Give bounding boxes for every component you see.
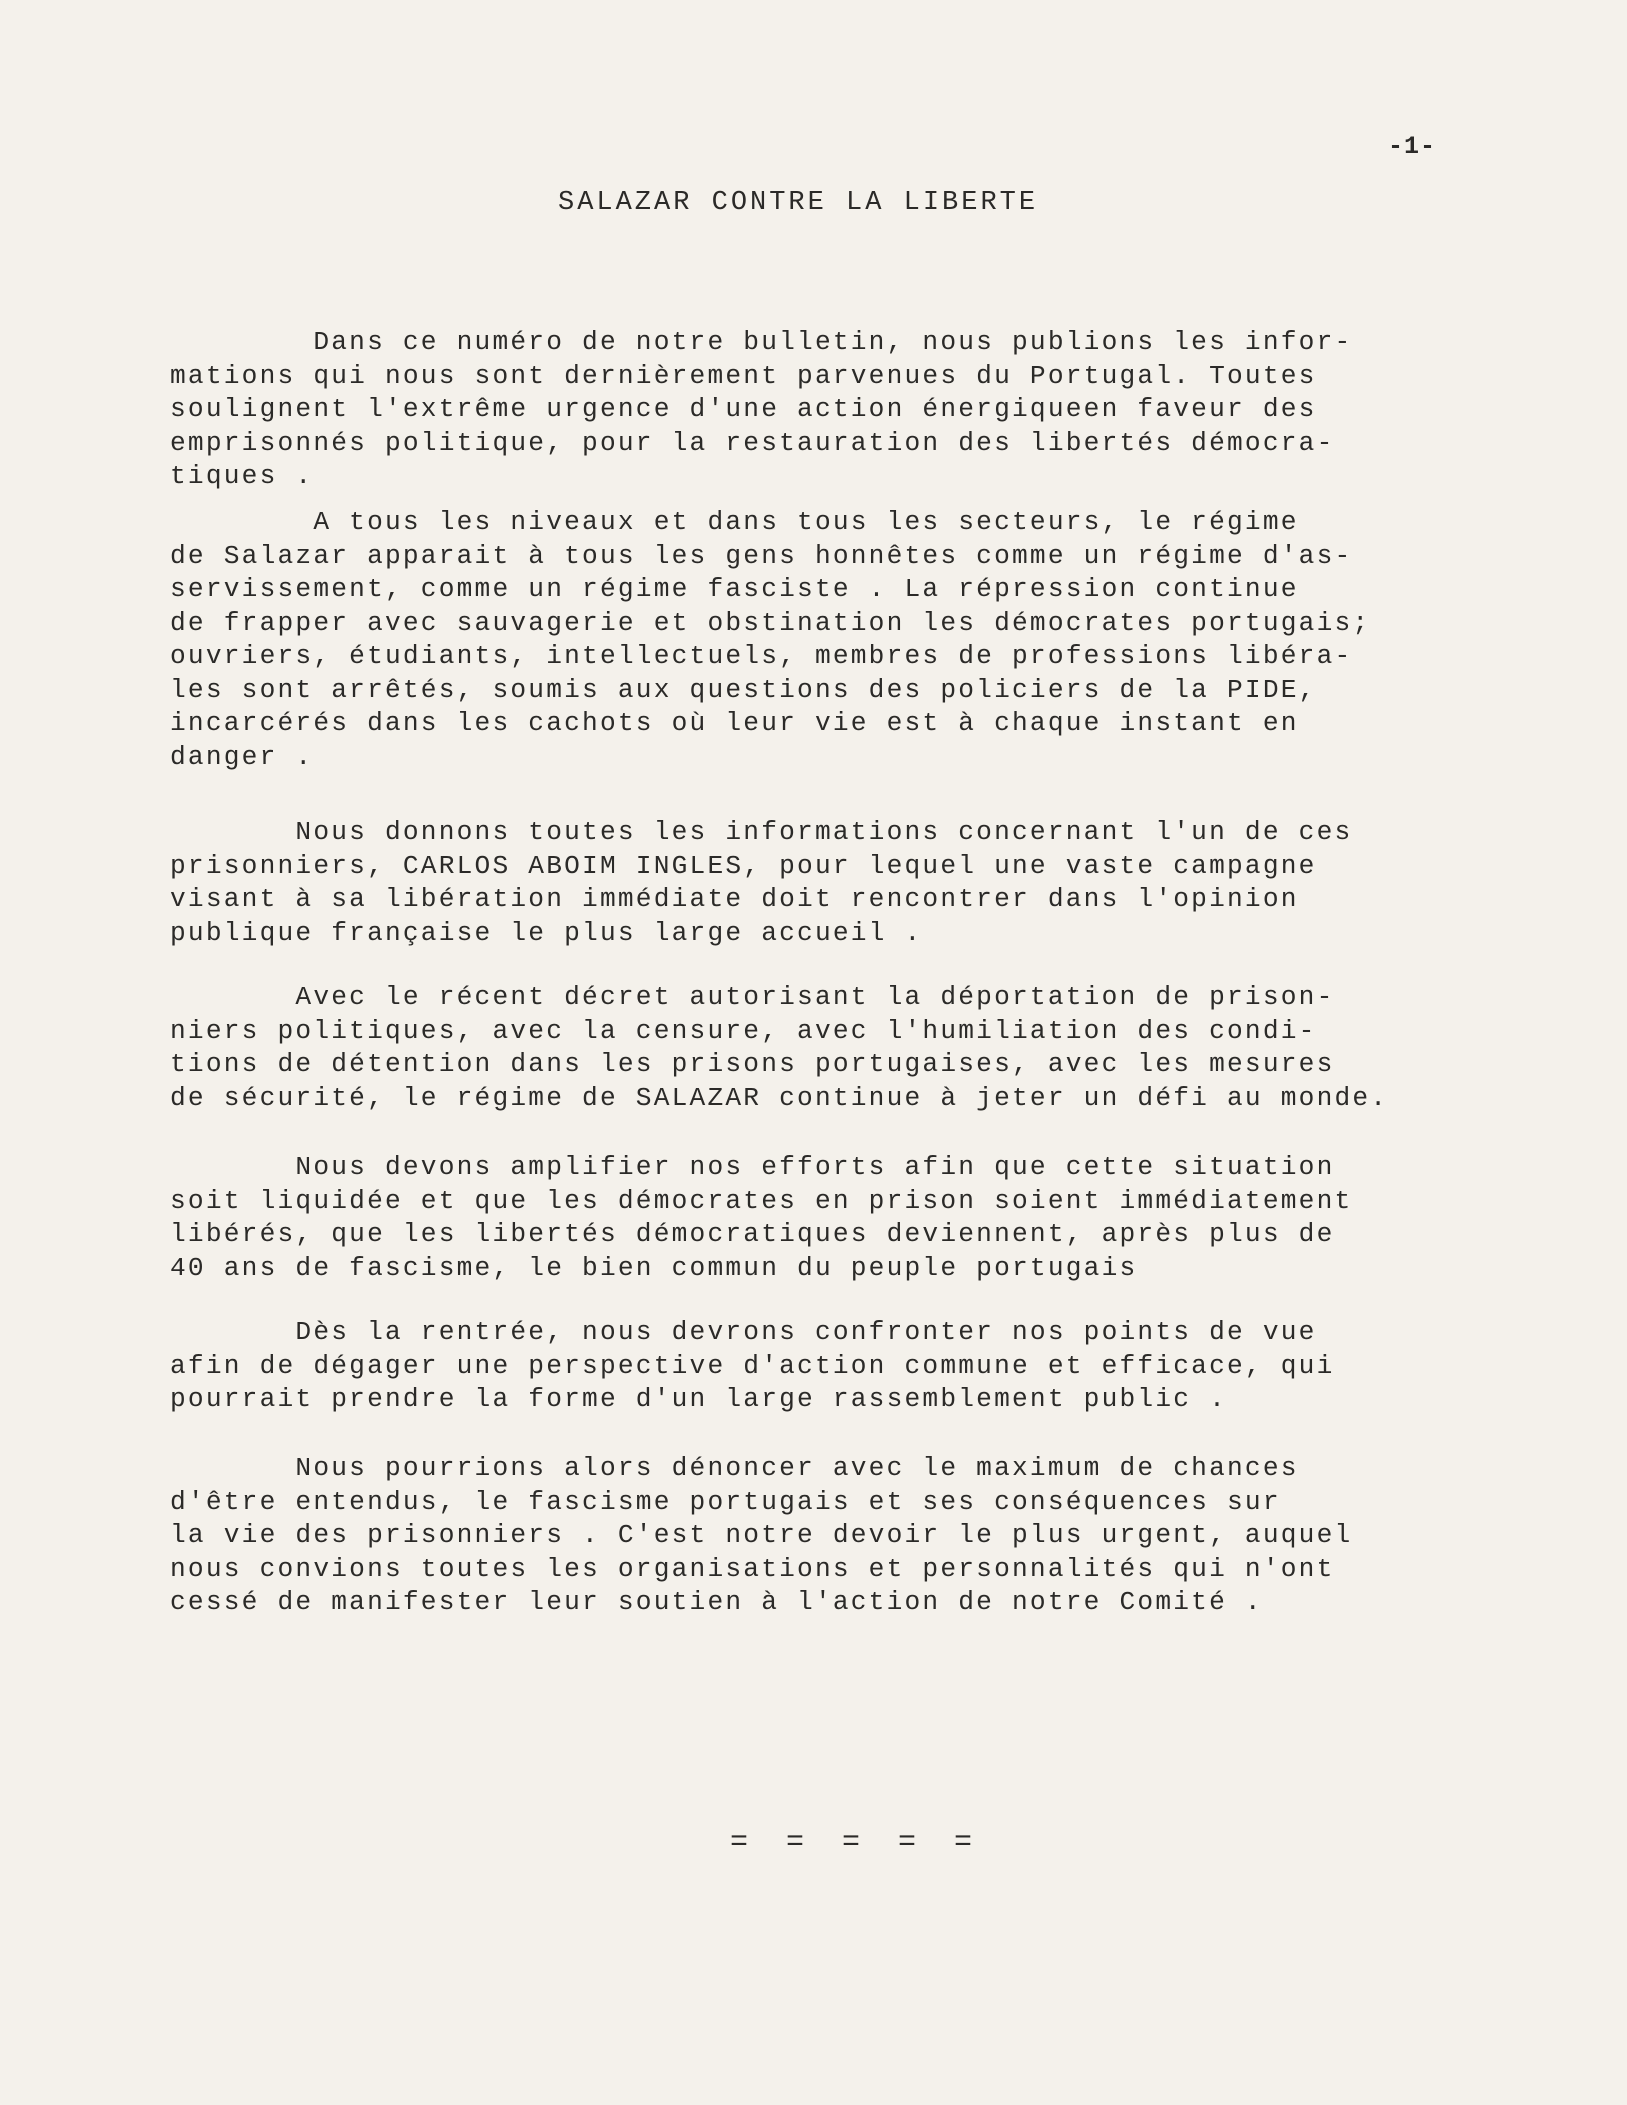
closing-separator: = = = = = [730, 1826, 983, 1860]
document-title: SALAZAR CONTRE LA LIBERTE [558, 188, 1039, 218]
page-number: -1- [1388, 132, 1437, 161]
paragraph-repression: A tous les niveaux et dans tous les secteurs, le régime de Salazar apparait à tous les gens honnêtes comme un régime d'as- servissement, comme un régime fasciste . La répression continue de frapper avec sauvagerie et obstination les démocrates portugais; ouvriers, étudiants, intellectuels, membres de professions libéra- les sont arrêtés, soumis aux questions des policiers de la PIDE, incarcérés dans les cachots où leur vie est à chaque instant en danger . [170, 507, 1371, 772]
paragraph-deportation-decree: Avec le récent décret autorisant la déportation de prison- niers politiques, avec la censure, avec l'humiliation des condi- tions de détention dans les prisons portugaises, avec les mesures de sécurité, le régime de SALAZAR continue à jeter un défi au monde. [170, 982, 1389, 1113]
paragraph-intro: Dans ce numéro de notre bulletin, nous publions les infor- mations qui nous sont dernièrement parvenues du Portugal. Toutes soulignent l'extrême urgence d'une action énergiqueen faveur des emprisonnés politique, pour la restauration des libertés démocra- tiques . [170, 327, 1353, 491]
paragraph-denounce: Nous pourrions alors dénoncer avec le maximum de chances d'être entendus, le fascisme portugais et ses conséquences sur la vie des prisonniers . C'est notre devoir le plus urgent, auquel nous convions toutes les organisations et personnalités qui n'ont cessé de manifester leur soutien à l'action de notre Comité . [170, 1453, 1353, 1617]
paragraph-amplify-efforts: Nous devons amplifier nos efforts afin que cette situation soit liquidée et que les démocrates en prison soient immédiatement libérés, que les libertés démocratiques deviennent, après plus de 40 ans de fascisme, le bien commun du peuple portugais [170, 1152, 1353, 1283]
paragraph-carlos-aboim-ingles: Nous donnons toutes les informations concernant l'un de ces prisonniers, CARLOS ABOIM INGLES, pour lequel une vaste campagne visant à sa libération immédiate doit rencontrer dans l'opinion publique française le plus large accueil . [170, 817, 1353, 948]
paragraph-rentree: Dès la rentrée, nous devrons confronter nos points de vue afin de dégager une perspective d'action commune et efficace, qui pourrait prendre la forme d'un large rassemblement public . [170, 1317, 1335, 1414]
